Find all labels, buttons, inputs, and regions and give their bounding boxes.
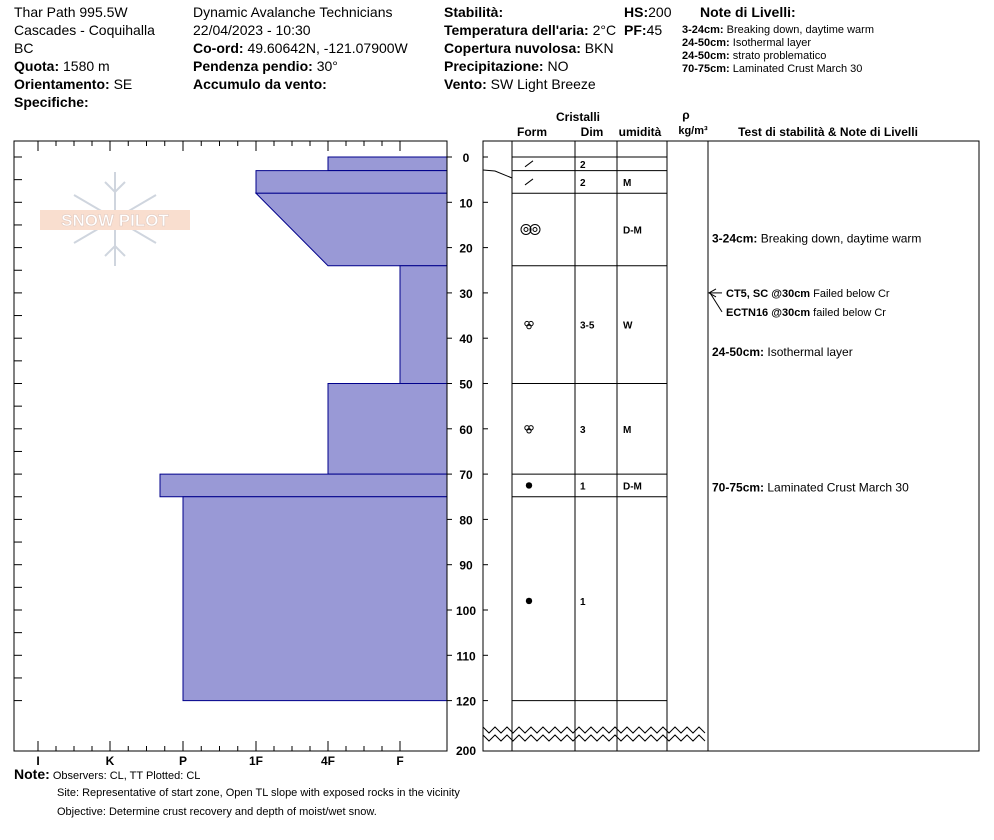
orientamento-value: SE <box>113 76 133 92</box>
decomposing-icon <box>525 179 533 185</box>
datetime: 22/04/2023 - 10:30 <box>193 22 311 38</box>
nuvolosa-label: Copertura nuvolosa: <box>444 40 581 56</box>
accumulo-label: Accumulo da vento: <box>193 76 327 92</box>
grain-symbol-6 <box>526 482 532 488</box>
hardness-bar-4 <box>400 266 447 384</box>
hardness-tick-label: P <box>178 754 188 768</box>
density-column-border <box>667 141 708 751</box>
site-text: Site: Representative of start zone, Open TL slope with exposed rocks in the vicinity <box>57 787 460 799</box>
cristalli-header: Cristalli <box>555 110 601 124</box>
stability-test: ECTN16 @30cm failed below Cr <box>726 306 886 319</box>
crust-dot-icon <box>526 598 532 604</box>
form-header: Form <box>517 125 547 139</box>
hardness-bar-1 <box>328 157 447 171</box>
vento-label: Vento: <box>444 76 487 92</box>
hardness-bar-7 <box>183 497 447 701</box>
pf-label: PF: <box>624 22 647 38</box>
note-row <box>14 766 200 782</box>
hs-label: HS: <box>624 4 649 20</box>
grain-symbol-4 <box>525 321 533 328</box>
layer-notes <box>709 232 921 495</box>
wetness-label: D-M <box>623 225 642 237</box>
melt-freeze-icon <box>533 227 537 231</box>
stability-test: CT5, SC @30cm Failed below Cr <box>726 287 890 300</box>
hardness-tick-label: F <box>396 754 404 768</box>
observers-text: Observers: CL, TT Plotted: CL <box>52 770 201 782</box>
wetness-label: M <box>623 177 632 189</box>
grain-size-label: 2 <box>580 159 586 171</box>
layer-note: 24-50cm: Isothermal layer <box>712 344 853 359</box>
pf-value: 45 <box>646 22 663 38</box>
precip-label: Precipitazione: <box>444 58 544 74</box>
depth-label: 20 <box>459 241 473 256</box>
specifiche-label: Specifiche: <box>14 94 89 110</box>
depth-label: 50 <box>459 377 473 392</box>
density-unit-header: kg/m³ <box>678 125 708 137</box>
pendenza-value: 30° <box>316 58 338 74</box>
depth-label: 90 <box>459 558 473 573</box>
depth-label: 120 <box>455 694 477 709</box>
grain-size-label: 3 <box>580 424 586 436</box>
depth-label: 40 <box>459 332 473 347</box>
depth-break-mark <box>483 727 705 733</box>
precip-value: NO <box>547 58 569 74</box>
grain-symbol-2 <box>525 179 533 185</box>
depth-label: 30 <box>459 286 473 301</box>
orientamento-label: Orientamento: <box>14 76 110 92</box>
grain-size-label: 1 <box>580 481 586 493</box>
crust-dot-icon <box>526 482 532 488</box>
decomposing-icon <box>525 161 533 167</box>
grain-symbol-5 <box>525 426 533 433</box>
hardness-bar-2 <box>256 171 447 194</box>
layer-note: 3-24cm: Breaking down, daytime warm <box>712 231 922 246</box>
coord-label: Co-ord: <box>193 40 244 56</box>
quota-label: Quota: <box>14 58 60 74</box>
hardness-bar-3 <box>256 193 447 265</box>
level-note-3: 24-50cm: strato problematico <box>682 50 827 62</box>
grain-size-label: 1 <box>580 596 586 608</box>
pendenza-label: Pendenza pendio: <box>193 58 313 74</box>
level-note-2: 24-50cm: Isothermal layer <box>682 37 812 49</box>
hardness-tick-label: K <box>105 754 115 768</box>
wetness-label: W <box>623 320 633 332</box>
rho-header: ρ <box>682 108 690 122</box>
depth-label: 100 <box>455 604 477 618</box>
hardness-tick-label: 1F <box>248 754 264 768</box>
level-note-1: 3-24cm: Breaking down, daytime warm <box>682 24 874 36</box>
depth-label: 110 <box>456 649 476 664</box>
watermark-text: SNOW PILOT <box>61 211 169 230</box>
location-line-1: Thar Path 995.5W <box>14 4 128 20</box>
wetness-label: D-M <box>623 481 642 493</box>
level-notes-title: Note di Livelli: <box>700 4 796 20</box>
hardness-tick-label: I <box>36 754 40 768</box>
grain-symbol-1 <box>525 161 533 167</box>
hardness-bar-6 <box>160 474 447 497</box>
objective-text: Objective: Determine crust recovery and depth of moist/wet snow. <box>57 806 377 818</box>
hardness-bar-5 <box>328 384 447 475</box>
nuvolosa-value: BKN <box>584 40 614 56</box>
dim-header: Dim <box>580 125 604 139</box>
depth-label: 200 <box>455 744 477 758</box>
boundary-connector <box>483 170 512 178</box>
grain-symbol-3 <box>521 224 540 234</box>
grain-symbol-7 <box>526 598 532 604</box>
depth-label: 60 <box>459 422 473 437</box>
layer-note: 70-75cm: Laminated Crust March 30 <box>712 480 909 495</box>
temp-value: 2°C <box>592 22 617 38</box>
umidita-header: umidità <box>618 125 662 139</box>
stabilita-label: Stabilità: <box>444 4 504 20</box>
grain-size-label: 3-5 <box>580 320 595 332</box>
depth-label: 70 <box>459 468 473 483</box>
depth-label: 10 <box>459 196 473 211</box>
location-line-3: BC <box>14 40 34 56</box>
test-pointer-line <box>710 293 722 312</box>
snowpilot-watermark <box>40 172 190 266</box>
location-line-2: Cascades - Coquihalla <box>14 22 155 38</box>
grain-size-label: 2 <box>580 177 586 189</box>
depth-label: 80 <box>459 513 473 528</box>
depth-break-mark <box>483 735 705 741</box>
vento-value: SW Light Breeze <box>490 76 596 92</box>
level-note-4: 70-75cm: Laminated Crust March 30 <box>682 63 863 75</box>
quota-value: 1580 m <box>63 58 110 74</box>
melt-freeze-icon <box>524 227 528 231</box>
depth-label: 0 <box>462 151 470 165</box>
temp-label: Temperatura dell'aria: <box>444 22 589 38</box>
note-label: Note: <box>14 766 50 782</box>
coord-value: 49.60642N, -121.07900W <box>247 40 408 56</box>
tests-header: Test di stabilità & Note di Livelli <box>738 125 918 139</box>
org-name: Dynamic Avalanche Technicians <box>193 4 393 20</box>
wetness-label: M <box>623 424 632 436</box>
hardness-profile <box>160 157 447 701</box>
hardness-tick-label: 4F <box>320 754 336 768</box>
hs-value: 200 <box>648 4 672 20</box>
